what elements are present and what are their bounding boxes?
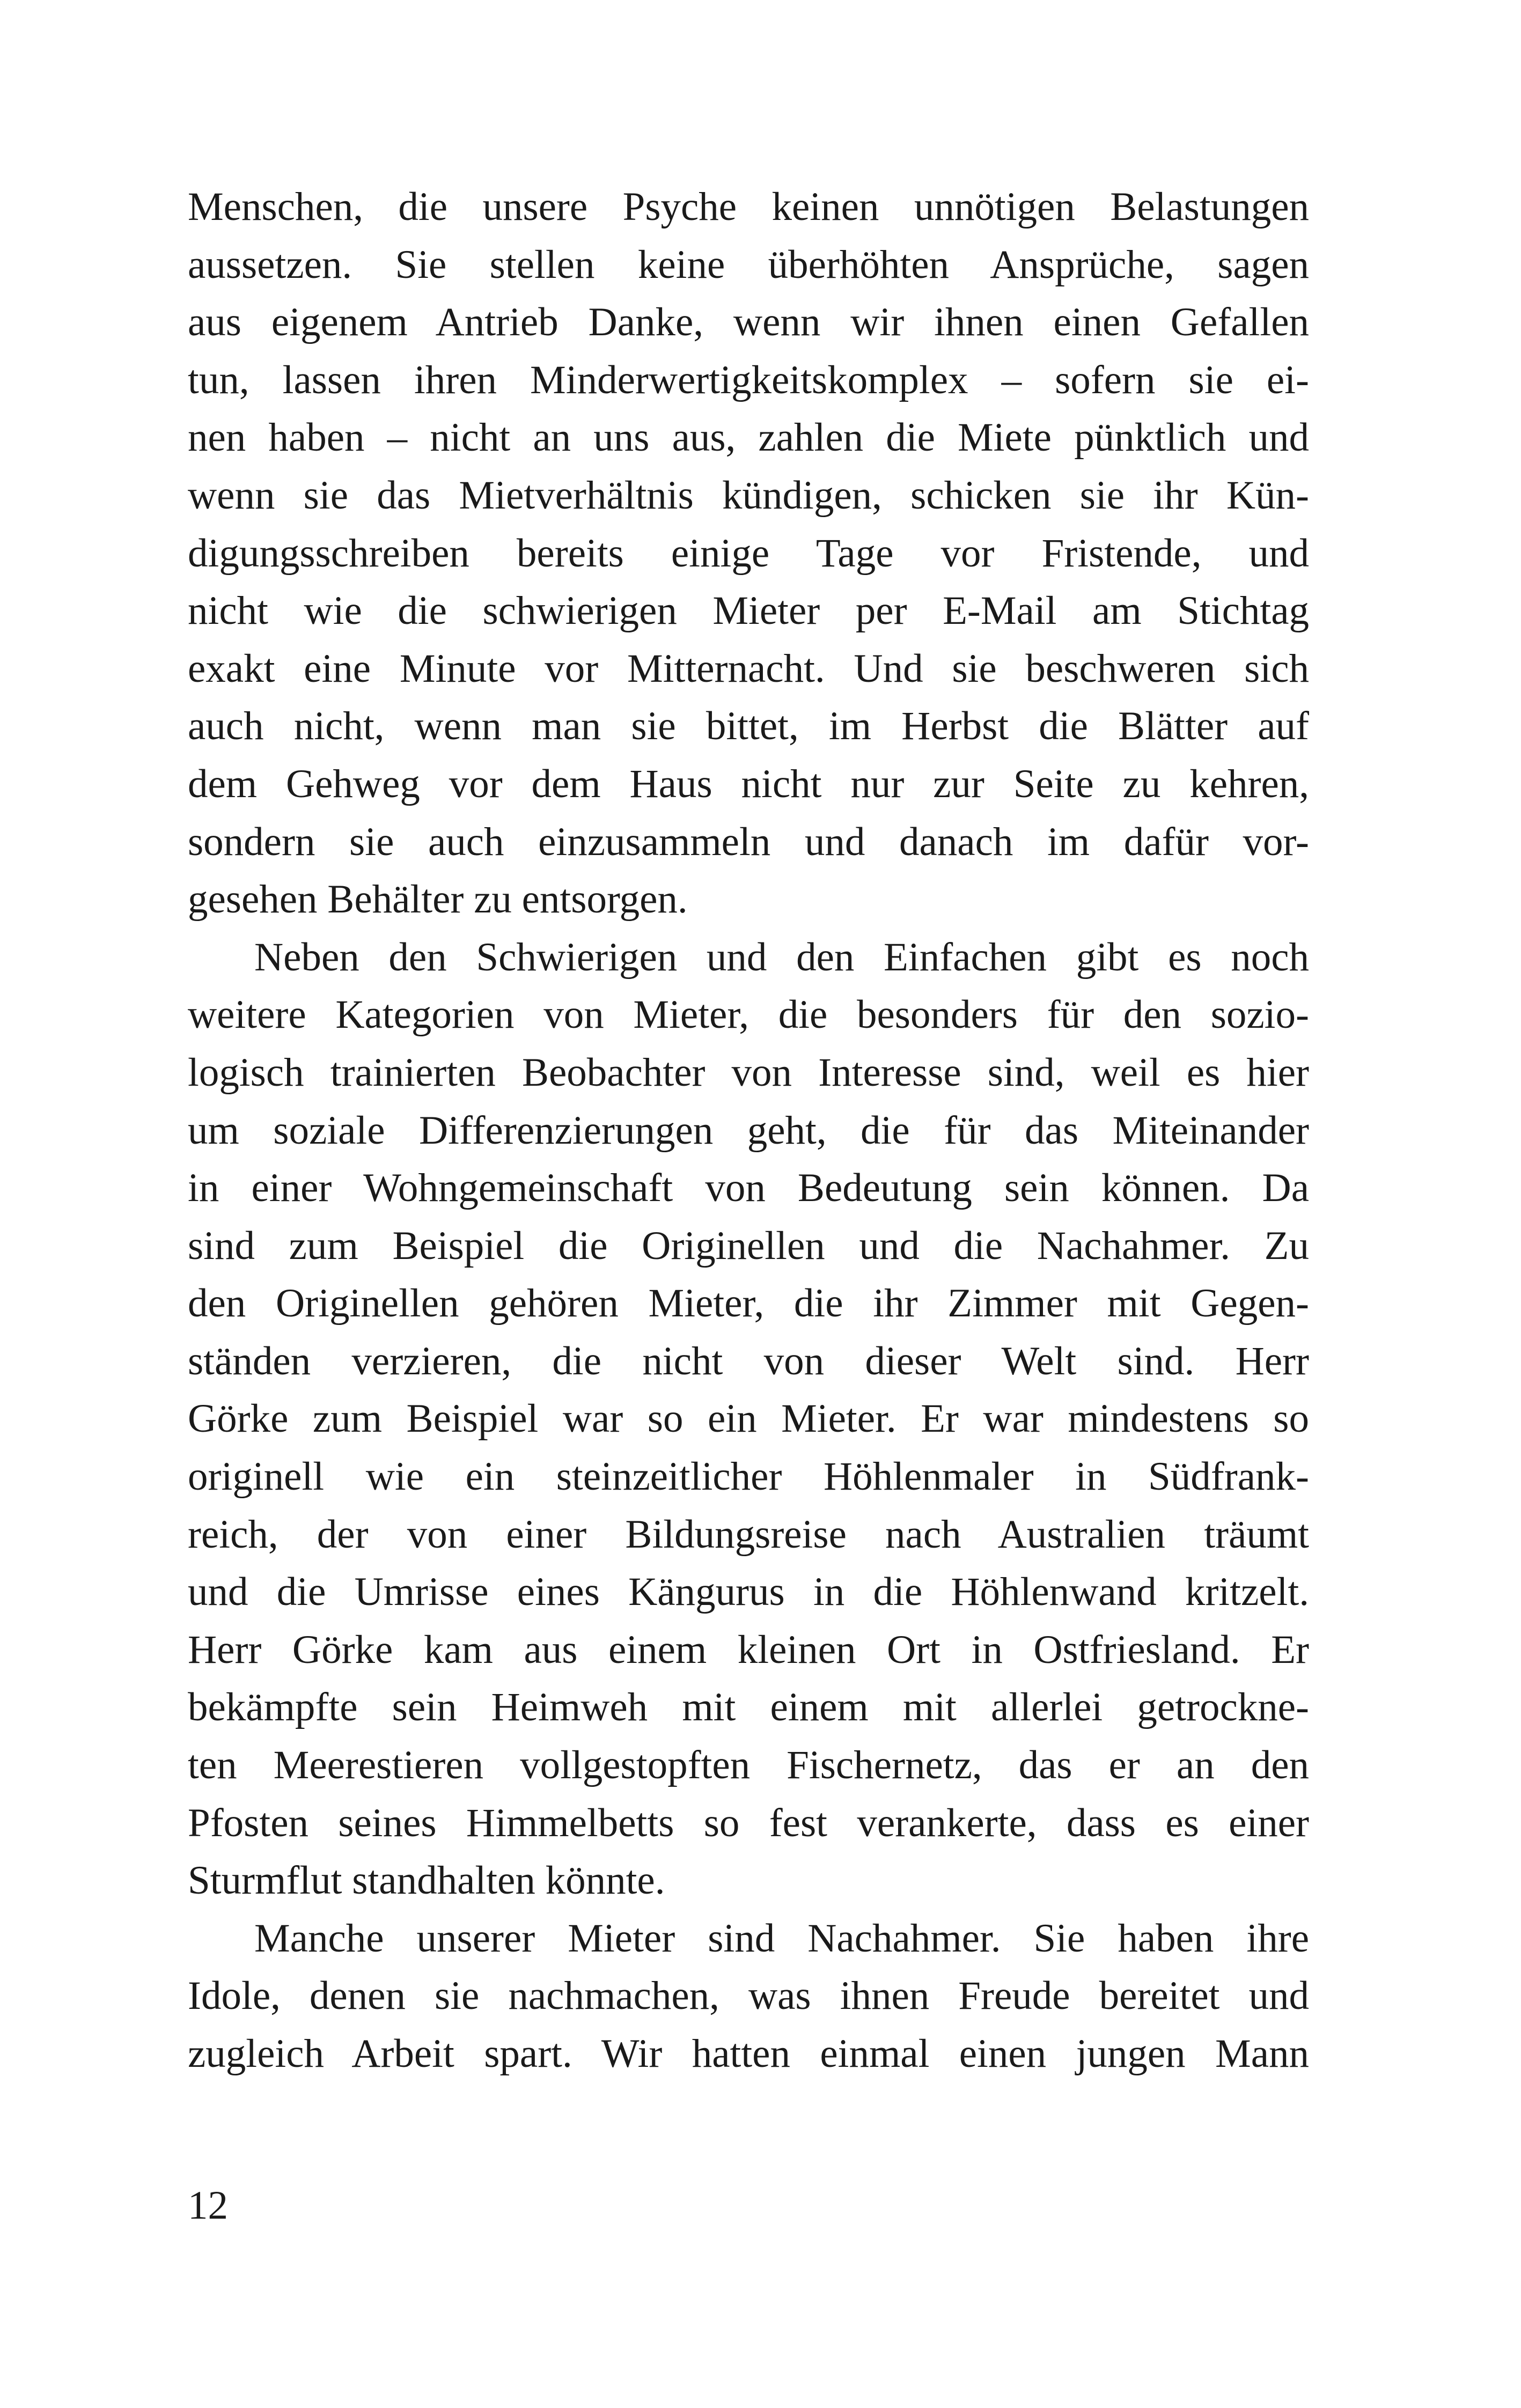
text-line: um soziale Differenzierungen geht, die für das Miteinander (188, 1108, 1309, 1153)
text-line: ständen verzieren, die nicht von dieser Welt sind. Herr (188, 1338, 1309, 1383)
text-line: in einer Wohngemeinschaft von Bedeutung sein können. Da (188, 1166, 1309, 1211)
body-text (188, 178, 1309, 2083)
text-line: dem Gehweg vor dem Haus nicht nur zur Seite zu kehren, (188, 761, 1309, 806)
text-line: aus eigenem Antrieb Danke, wenn wir ihnen einen Gefallen (188, 300, 1309, 345)
paragraph-3 (188, 1910, 1309, 2083)
text-line: reich, der von einer Bildungsreise nach Australien träumt (188, 1512, 1309, 1557)
text-line: und die Umrisse eines Kängurus in die Höhlenwand kritzelt. (188, 1570, 1309, 1615)
text-line: Neben den Schwierigen und den Einfachen gibt es noch (254, 934, 1309, 980)
paragraph-1 (188, 178, 1309, 929)
text-line: Pfosten seines Himmelbetts so fest verankerte, dass es einer (188, 1800, 1309, 1845)
text-line: aussetzen. Sie stellen keine überhöhten Ansprüche, sagen (188, 242, 1309, 287)
text-line: Menschen, die unsere Psyche keinen unnötigen Belastungen (188, 185, 1309, 229)
text-line: nen haben – nicht an uns aus, zahlen die Miete pünktlich und (188, 415, 1309, 460)
text-line: tun, lassen ihren Minderwertigkeitskomplex – sofern sie ei- (188, 357, 1309, 402)
text-line: wenn sie das Mietverhältnis kündigen, schicken sie ihr Kün- (188, 473, 1309, 518)
text-line: gesehen Behälter zu entsorgen. (188, 877, 688, 922)
text-line: Idole, denen sie nachmachen, was ihnen Freude bereitet und (188, 1973, 1309, 2019)
text-line: Manche unserer Mieter sind Nachahmer. Sie haben ihre (254, 1916, 1309, 1961)
text-line: auch nicht, wenn man sie bittet, im Herbst die Blätter auf (188, 704, 1309, 749)
text-line: Sturmflut standhalten könnte. (188, 1858, 665, 1903)
text-line: Görke zum Beispiel war so ein Mieter. Er war mindestens so (188, 1396, 1309, 1441)
text-line: originell wie ein steinzeitlicher Höhlenmaler in Südfrank- (188, 1454, 1309, 1499)
text-line: Herr Görke kam aus einem kleinen Ort in Ostfriesland. Er (188, 1627, 1309, 1672)
text-line: nicht wie die schwierigen Mieter per E-Mail am Stichtag (188, 588, 1309, 634)
text-line: weitere Kategorien von Mieter, die besonders für den sozio- (188, 992, 1309, 1037)
text-line: sind zum Beispiel die Originellen und die Nachahmer. Zu (188, 1223, 1309, 1268)
text-line: ten Meerestieren vollgestopften Fischernetz, das er an den (188, 1743, 1309, 1788)
text-line: logisch trainierten Beobachter von Interesse sind, weil es hier (188, 1050, 1309, 1095)
text-line: sondern sie auch einzusammeln und danach im dafür vor- (188, 819, 1309, 864)
text-line: den Originellen gehören Mieter, die ihr Zimmer mit Gegen- (188, 1281, 1309, 1326)
text-line: bekämpfte sein Heimweh mit einem mit allerlei getrockne- (188, 1685, 1309, 1730)
text-line: exakt eine Minute vor Mitternacht. Und sie beschweren sich (188, 646, 1309, 691)
text-line: digungsschreiben bereits einige Tage vor Fristende, und (188, 531, 1309, 576)
text-line: zugleich Arbeit spart. Wir hatten einmal einen jungen Mann (188, 2031, 1309, 2076)
paragraph-2 (188, 929, 1309, 1910)
page-number: 12 (188, 2183, 228, 2228)
